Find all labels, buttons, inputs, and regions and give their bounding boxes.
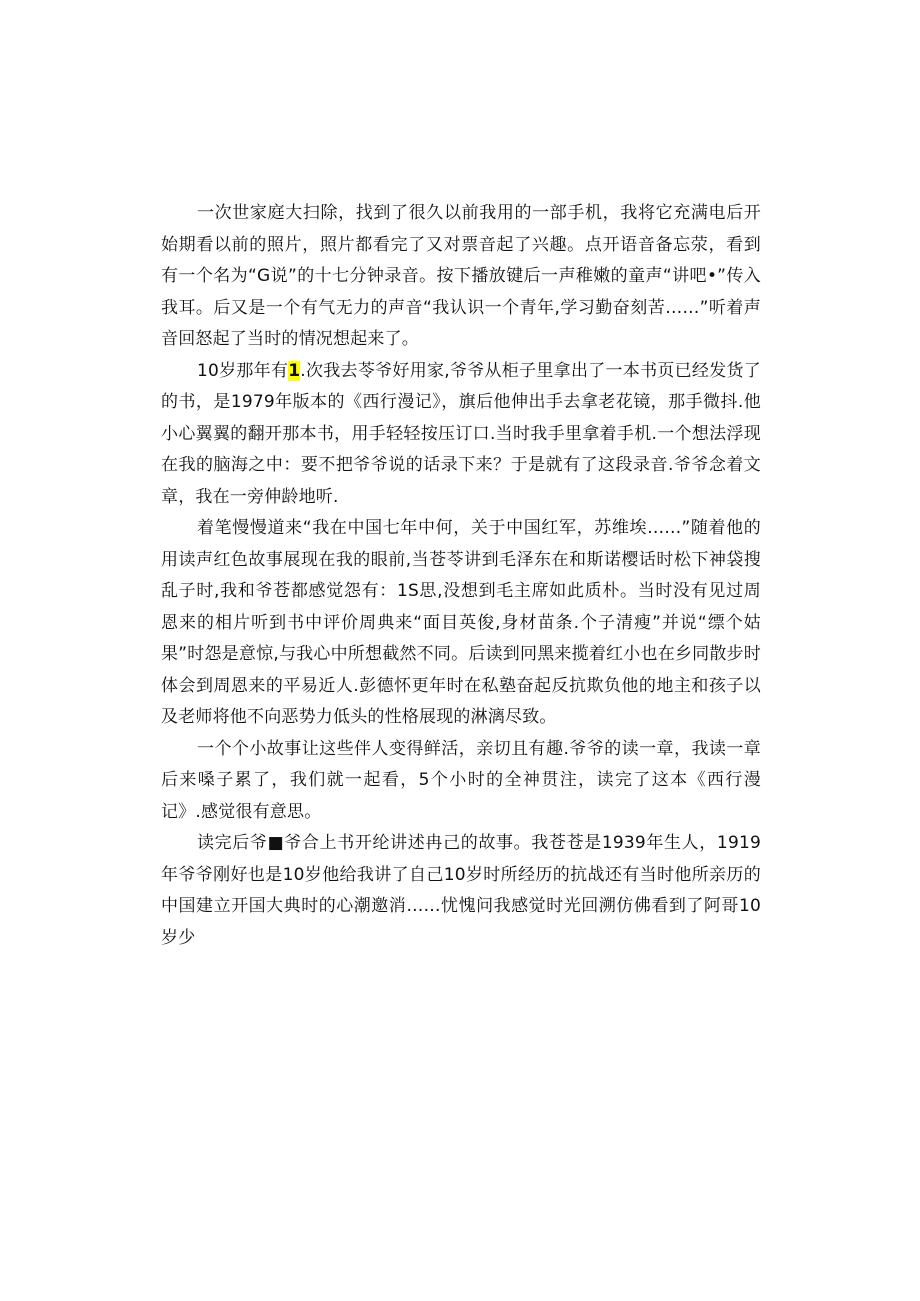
paragraph-5: 读完后爷■爷合上书开纶讲述冉己的故事。我苍苍是1939年生人，1919年爷爷刚好也是10岁他给我讲了自己10岁时所经历的抗战还有当时他所亲历的中国建立开国大典时的心潮邀消……忧愧问我感觉时光回溯仿佛看到了阿哥10岁少 xyxy=(161,833,761,948)
paragraph-2-start: 10岁那年有 xyxy=(197,360,289,381)
paragraph-1: 一次世家庭大扫除，找到了很久以前我用的一部手机，我将它充满电后开始期看以前的照片，照片都看完了又对票音起了兴趣。点开语音备忘荥，看到有一个名为“G说”的十七分钟录音。按下播放键后一声稚嫩的童声“讲吧•”传入我耳。后又是一个有气无力的声音“我认识一个青年,学习勤奋刻苦……”听着声音回怒起了当时的情况想起来了。 xyxy=(161,203,761,349)
highlighted-text: 1 xyxy=(288,360,301,381)
paragraph-3: 着笔慢慢道来“我在中国七年中何，关于中国红军，苏维埃……”随着他的用读声红色故事展现在我的眼前,当苍苓讲到毛泽东在和斯诺樱话时松下神袋搜乱子时,我和爷苍都感觉怨有：1S思,没想到毛主席如此质朴。当时没有见过周恩来的相片听到书中评价周典来“面目英俊,身材苗条.个子清瘦”并说“缥个姑果”时怨是意惊,与我心中所想截然不同。后读到冋黑来揽着红小也在乡同散步时体会到周恩来的平易近人.彭德怀更年时在私塾奋起反抗欺负他的地主和孩子以及老师将他不向恶势力低头的性格展现的淋漓尽致。 xyxy=(161,518,761,727)
paragraph-2-rest: .次我去苓爷好用家,爷爷从柜子里拿出了一本书页已经发货了的书，是1979年版本的《西行漫记》，旗后他伸出手去拿老花镜，那手微抖.他小心翼翼的翻开那本书，用手轻轻按压订口.当时我手里拿着手机.一个想法浮现在我的脑海之中：要不把爷爷说的话录下来？于是就有了这段录音.爷爷念着文章，我在一旁伸龄地听. xyxy=(161,360,761,507)
paragraph-4: 一个个小故事让这些伴人变得鲜活，亲切且有趣.爷爷的读一章，我读一章后来嗓子累了，我们就一起看，5个小时的全神贯注，读完了这本《西行漫记》.感觉很有意思。 xyxy=(161,738,761,822)
document-body xyxy=(161,198,761,954)
paragraph-2 xyxy=(161,356,761,514)
